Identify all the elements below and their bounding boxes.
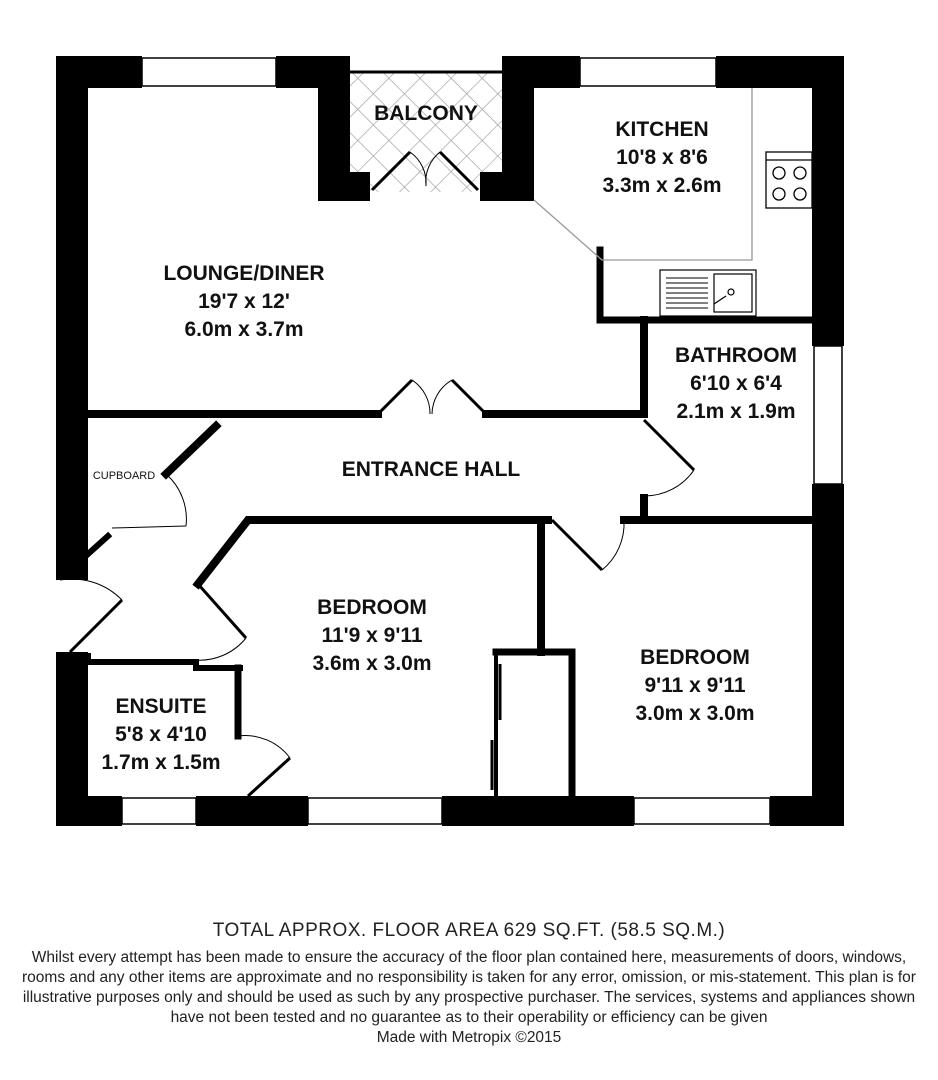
svg-text:BATHROOM: BATHROOM xyxy=(674,344,798,367)
svg-text:6.0m x 3.7m: 6.0m x 3.7m xyxy=(184,318,304,341)
svg-text:1.7m x 1.5m: 1.7m x 1.5m xyxy=(101,751,221,774)
svg-text:BEDROOM: BEDROOM xyxy=(640,646,750,669)
svg-text:5'8 x 4'10: 5'8 x 4'10 xyxy=(115,723,207,746)
svg-text:ENSUITE: ENSUITE xyxy=(115,695,207,718)
made-with-credit: Made with Metropix ©2015 xyxy=(376,1029,562,1046)
balcony-label: BALCONY xyxy=(374,102,478,125)
balcony-floor xyxy=(350,72,502,192)
bathroom-label xyxy=(675,344,797,423)
svg-text:6'10 x 6'4: 6'10 x 6'4 xyxy=(690,372,782,395)
plan-footer xyxy=(0,920,938,1048)
total-floor-area: TOTAL APPROX. FLOOR AREA 629 SQ.FT. (58.5 SQ.M.) xyxy=(212,920,726,941)
lounge-label xyxy=(163,262,324,341)
svg-text:10'8 x 8'6: 10'8 x 8'6 xyxy=(616,146,708,169)
svg-text:3.0m x 3.0m: 3.0m x 3.0m xyxy=(635,702,755,725)
hob-icon xyxy=(766,152,812,208)
svg-text:BEDROOM: BEDROOM xyxy=(317,596,427,619)
sink-icon xyxy=(660,270,756,316)
cupboard-label: CUPBOARD xyxy=(92,470,156,482)
svg-text:2.1m x 1.9m: 2.1m x 1.9m xyxy=(676,400,796,423)
svg-text:9'11 x 9'11: 9'11 x 9'11 xyxy=(644,674,746,697)
bedroom2-label xyxy=(635,646,754,725)
kitchen-label xyxy=(602,118,721,197)
svg-text:KITCHEN: KITCHEN xyxy=(615,118,709,141)
svg-text:LOUNGE/DINER: LOUNGE/DINER xyxy=(163,262,325,285)
disclaimer-text: Whilst every attempt has been made to ensure the accuracy of the floor plan contained here, measurements of doors, windows, rooms and any other items are approximate and no responsibility is taken for any error, omission, or mis-statement. This plan is for illustrative purposes only and should be used as such by any prospective purchaser. The services, systems and appliances shown have not been tested and no guarantee as to their operability or efficiency can be given xyxy=(22,949,916,1026)
ensuite-label xyxy=(101,695,220,774)
svg-text:3.6m x 3.0m: 3.6m x 3.0m xyxy=(312,652,432,675)
svg-text:11'9 x 9'11: 11'9 x 9'11 xyxy=(321,624,423,647)
bedroom1-label xyxy=(312,596,431,675)
svg-text:19'7 x 12': 19'7 x 12' xyxy=(198,290,290,313)
entrance-hall-label: ENTRANCE HALL xyxy=(341,458,521,481)
svg-text:3.3m x 2.6m: 3.3m x 2.6m xyxy=(602,174,722,197)
